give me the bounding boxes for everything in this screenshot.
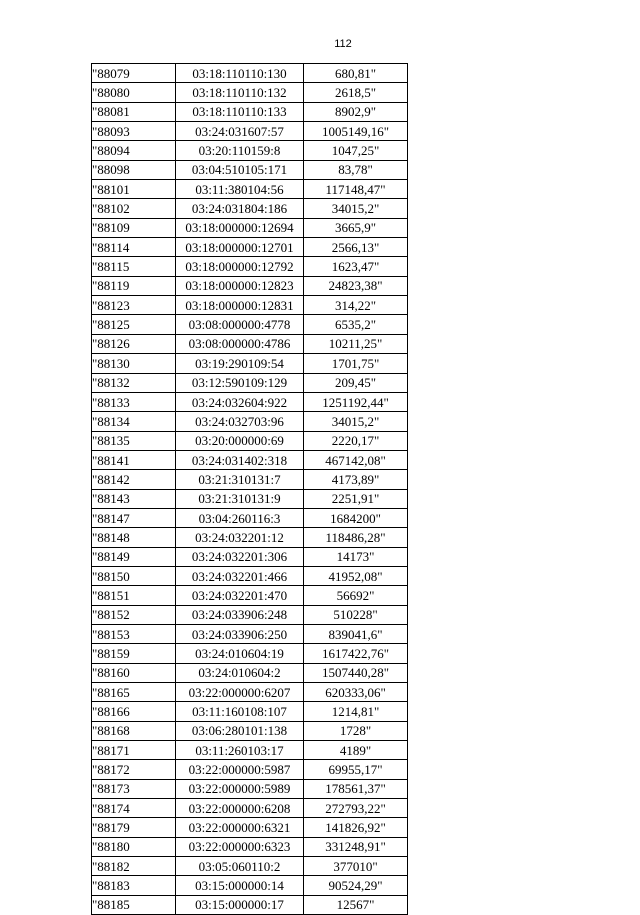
table-row — [92, 160, 408, 179]
cadastral-number-cell: 03:22:000000:6208 — [176, 799, 304, 818]
table-row — [92, 876, 408, 895]
cadastral-value-cell: 467142,08" — [304, 450, 408, 469]
cadastral-value-cell: 1005149,16" — [304, 122, 408, 141]
cadastral-value-cell: 209,45" — [304, 373, 408, 392]
cadastral-number-cell: 03:18:000000:12792 — [176, 257, 304, 276]
cadastral-number-cell: 03:06:280101:138 — [176, 721, 304, 740]
record-number-cell: "88159 — [92, 644, 176, 663]
cadastral-value-cell: 34015,2" — [304, 412, 408, 431]
cadastral-value-cell: 24823,38" — [304, 276, 408, 295]
table-row — [92, 64, 408, 83]
cadastral-number-cell: 03:18:110110:130 — [176, 64, 304, 83]
table-row — [92, 238, 408, 257]
table-row — [92, 354, 408, 373]
record-number-cell: "88094 — [92, 141, 176, 160]
cadastral-value-cell: 510228" — [304, 605, 408, 624]
cadastral-value-cell: 8902,9" — [304, 102, 408, 121]
record-number-cell: "88080 — [92, 83, 176, 102]
cadastral-value-cell: 2251,91" — [304, 489, 408, 508]
record-number-cell: "88148 — [92, 528, 176, 547]
record-number-cell: "88133 — [92, 392, 176, 411]
cadastral-number-cell: 03:24:031402:318 — [176, 450, 304, 469]
cadastral-value-cell: 1728" — [304, 721, 408, 740]
cadastral-number-cell: 03:18:110110:133 — [176, 102, 304, 121]
record-number-cell: "88125 — [92, 315, 176, 334]
cadastral-number-cell: 03:11:260103:17 — [176, 741, 304, 760]
table-row — [92, 799, 408, 818]
table-row — [92, 141, 408, 160]
cadastral-value-cell: 69955,17" — [304, 760, 408, 779]
table-row — [92, 741, 408, 760]
cadastral-value-cell: 1684200" — [304, 508, 408, 527]
record-number-cell: "88134 — [92, 412, 176, 431]
cadastral-value-cell: 620333,06" — [304, 683, 408, 702]
cadastral-value-cell: 41952,08" — [304, 566, 408, 585]
cadastral-number-cell: 03:22:000000:6207 — [176, 683, 304, 702]
table-row — [92, 857, 408, 876]
cadastral-value-cell: 10211,25" — [304, 334, 408, 353]
table-row — [92, 83, 408, 102]
record-number-cell: "88143 — [92, 489, 176, 508]
cadastral-value-cell: 4189" — [304, 741, 408, 760]
record-number-cell: "88150 — [92, 566, 176, 585]
cadastral-number-cell: 03:21:310131:9 — [176, 489, 304, 508]
table-row — [92, 412, 408, 431]
table-row — [92, 392, 408, 411]
cadastral-value-cell: 3665,9" — [304, 218, 408, 237]
table-row — [92, 122, 408, 141]
cadastral-number-cell: 03:11:160108:107 — [176, 702, 304, 721]
table-row — [92, 334, 408, 353]
cadastral-number-cell: 03:20:000000:69 — [176, 431, 304, 450]
record-number-cell: "88182 — [92, 857, 176, 876]
cadastral-value-cell: 14173" — [304, 547, 408, 566]
cadastral-number-cell: 03:21:310131:7 — [176, 470, 304, 489]
cadastral-value-cell: 839041,6" — [304, 624, 408, 643]
cadastral-value-cell: 4173,89" — [304, 470, 408, 489]
record-number-cell: "88101 — [92, 180, 176, 199]
table-row — [92, 528, 408, 547]
cadastral-value-cell: 314,22" — [304, 296, 408, 315]
cadastral-number-cell: 03:24:032604:922 — [176, 392, 304, 411]
cadastral-number-cell: 03:05:060110:2 — [176, 857, 304, 876]
cadastral-number-cell: 03:24:032703:96 — [176, 412, 304, 431]
table-row — [92, 721, 408, 740]
cadastral-number-cell: 03:18:000000:12701 — [176, 238, 304, 257]
record-number-cell: "88126 — [92, 334, 176, 353]
cadastral-number-cell: 03:22:000000:6323 — [176, 837, 304, 856]
record-number-cell: "88168 — [92, 721, 176, 740]
record-number-cell: "88135 — [92, 431, 176, 450]
record-number-cell: "88142 — [92, 470, 176, 489]
table-row — [92, 199, 408, 218]
cadastral-number-cell: 03:24:033906:248 — [176, 605, 304, 624]
cadastral-number-cell: 03:19:290109:54 — [176, 354, 304, 373]
table-row — [92, 450, 408, 469]
table-row — [92, 702, 408, 721]
record-number-cell: "88109 — [92, 218, 176, 237]
table-row — [92, 102, 408, 121]
cadastral-value-cell: 141826,92" — [304, 818, 408, 837]
record-number-cell: "88141 — [92, 450, 176, 469]
table-row — [92, 489, 408, 508]
cadastral-number-cell: 03:24:032201:306 — [176, 547, 304, 566]
table-body — [92, 64, 408, 915]
cadastral-value-cell: 1214,81" — [304, 702, 408, 721]
cadastral-value-cell: 331248,91" — [304, 837, 408, 856]
record-number-cell: "88115 — [92, 257, 176, 276]
table-row — [92, 760, 408, 779]
record-number-cell: "88172 — [92, 760, 176, 779]
record-number-cell: "88179 — [92, 818, 176, 837]
cadastral-value-cell: 1251192,44" — [304, 392, 408, 411]
cadastral-number-cell: 03:04:510105:171 — [176, 160, 304, 179]
cadastral-number-cell: 03:24:032201:470 — [176, 586, 304, 605]
cadastral-number-cell: 03:24:031607:57 — [176, 122, 304, 141]
cadastral-number-cell: 03:18:000000:12694 — [176, 218, 304, 237]
table-row — [92, 624, 408, 643]
cadastral-number-cell: 03:22:000000:5989 — [176, 779, 304, 798]
record-number-cell: "88166 — [92, 702, 176, 721]
record-number-cell: "88174 — [92, 799, 176, 818]
table-row — [92, 818, 408, 837]
record-number-cell: "88147 — [92, 508, 176, 527]
cadastral-number-cell: 03:24:032201:466 — [176, 566, 304, 585]
cadastral-value-cell: 1507440,28" — [304, 663, 408, 682]
table-row — [92, 296, 408, 315]
cadastral-value-cell: 2220,17" — [304, 431, 408, 450]
table-row — [92, 218, 408, 237]
record-number-cell: "88153 — [92, 624, 176, 643]
table-row — [92, 586, 408, 605]
cadastral-value-cell: 1701,75" — [304, 354, 408, 373]
cadastral-value-table — [91, 63, 408, 915]
cadastral-number-cell: 03:24:031804:186 — [176, 199, 304, 218]
page-number: 112 — [334, 38, 352, 50]
cadastral-number-cell: 03:24:033906:250 — [176, 624, 304, 643]
record-number-cell: "88093 — [92, 122, 176, 141]
table-row — [92, 605, 408, 624]
cadastral-value-cell: 178561,37" — [304, 779, 408, 798]
record-number-cell: "88130 — [92, 354, 176, 373]
table-row — [92, 779, 408, 798]
table-row — [92, 315, 408, 334]
cadastral-number-cell: 03:12:590109:129 — [176, 373, 304, 392]
cadastral-number-cell: 03:15:000000:14 — [176, 876, 304, 895]
cadastral-number-cell: 03:24:010604:19 — [176, 644, 304, 663]
cadastral-value-cell: 34015,2" — [304, 199, 408, 218]
cadastral-value-cell: 12567" — [304, 895, 408, 914]
cadastral-number-cell: 03:22:000000:5987 — [176, 760, 304, 779]
cadastral-value-cell: 272793,22" — [304, 799, 408, 818]
record-number-cell: "88149 — [92, 547, 176, 566]
cadastral-number-cell: 03:18:110110:132 — [176, 83, 304, 102]
record-number-cell: "88173 — [92, 779, 176, 798]
cadastral-number-cell: 03:04:260116:3 — [176, 508, 304, 527]
record-number-cell: "88114 — [92, 238, 176, 257]
cadastral-value-cell: 90524,29" — [304, 876, 408, 895]
cadastral-value-cell: 1047,25" — [304, 141, 408, 160]
table-row — [92, 470, 408, 489]
cadastral-value-cell: 1617422,76" — [304, 644, 408, 663]
cadastral-number-cell: 03:15:000000:17 — [176, 895, 304, 914]
table-row — [92, 276, 408, 295]
table-row — [92, 566, 408, 585]
cadastral-value-cell: 2566,13" — [304, 238, 408, 257]
cadastral-value-cell: 680,81" — [304, 64, 408, 83]
cadastral-number-cell: 03:08:000000:4778 — [176, 315, 304, 334]
record-number-cell: "88180 — [92, 837, 176, 856]
record-number-cell: "88079 — [92, 64, 176, 83]
cadastral-value-cell: 377010" — [304, 857, 408, 876]
record-number-cell: "88171 — [92, 741, 176, 760]
record-number-cell: "88119 — [92, 276, 176, 295]
table-row — [92, 373, 408, 392]
record-number-cell: "88185 — [92, 895, 176, 914]
cadastral-value-cell: 117148,47" — [304, 180, 408, 199]
record-number-cell: "88098 — [92, 160, 176, 179]
cadastral-number-cell: 03:22:000000:6321 — [176, 818, 304, 837]
cadastral-value-cell: 6535,2" — [304, 315, 408, 334]
cadastral-value-cell: 83,78" — [304, 160, 408, 179]
cadastral-number-cell: 03:18:000000:12823 — [176, 276, 304, 295]
table-row — [92, 663, 408, 682]
record-number-cell: "88160 — [92, 663, 176, 682]
record-number-cell: "88102 — [92, 199, 176, 218]
table-row — [92, 180, 408, 199]
table-row — [92, 508, 408, 527]
cadastral-number-cell: 03:08:000000:4786 — [176, 334, 304, 353]
record-number-cell: "88081 — [92, 102, 176, 121]
cadastral-number-cell: 03:24:032201:12 — [176, 528, 304, 547]
cadastral-number-cell: 03:24:010604:2 — [176, 663, 304, 682]
cadastral-number-cell: 03:11:380104:56 — [176, 180, 304, 199]
record-number-cell: "88151 — [92, 586, 176, 605]
record-number-cell: "88132 — [92, 373, 176, 392]
cadastral-value-cell: 2618,5" — [304, 83, 408, 102]
cadastral-value-cell: 118486,28" — [304, 528, 408, 547]
table-row — [92, 431, 408, 450]
record-number-cell: "88183 — [92, 876, 176, 895]
cadastral-value-cell: 1623,47" — [304, 257, 408, 276]
cadastral-number-cell: 03:20:110159:8 — [176, 141, 304, 160]
record-number-cell: "88123 — [92, 296, 176, 315]
table-row — [92, 547, 408, 566]
record-number-cell: "88152 — [92, 605, 176, 624]
record-number-cell: "88165 — [92, 683, 176, 702]
cadastral-value-cell: 56692" — [304, 586, 408, 605]
cadastral-number-cell: 03:18:000000:12831 — [176, 296, 304, 315]
table-row — [92, 644, 408, 663]
table-row — [92, 837, 408, 856]
table-row — [92, 257, 408, 276]
table-row — [92, 683, 408, 702]
